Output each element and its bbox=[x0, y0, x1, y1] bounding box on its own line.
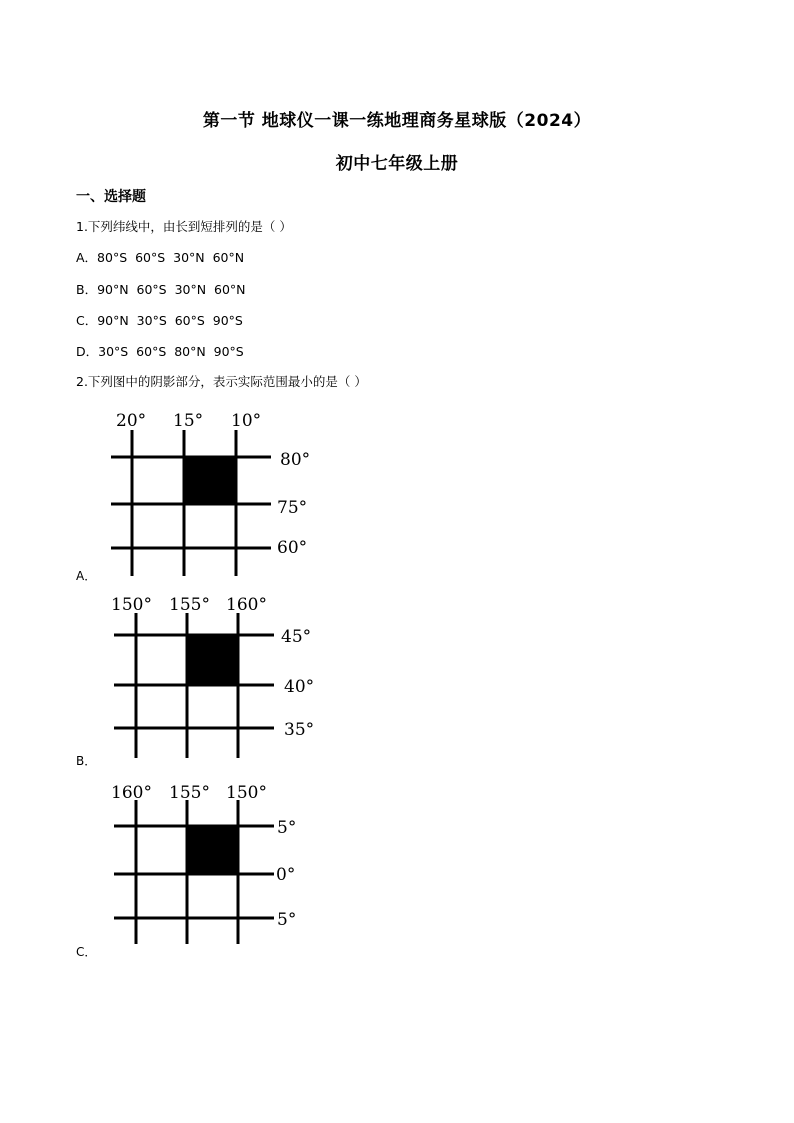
latitude-label: 5° bbox=[277, 910, 297, 930]
latitude-label: 35° bbox=[284, 720, 315, 740]
question-1-option-b: B．90°N 60°S 30°N 60°N bbox=[76, 282, 246, 297]
latitude-label: 40° bbox=[284, 677, 315, 697]
latitude-label: 0° bbox=[276, 865, 296, 885]
longitude-label: 15° bbox=[173, 411, 204, 431]
question-1-option-a: A．80°S 60°S 30°N 60°N bbox=[76, 250, 245, 265]
longitude-label: 155° bbox=[169, 783, 210, 803]
longitude-label: 150° bbox=[111, 595, 152, 615]
question-2-stem: 2.下列图中的阴影部分，表示实际范围最小的是（ ） bbox=[76, 374, 367, 389]
figure-b-label: B． bbox=[76, 754, 97, 768]
figure-c-label: C． bbox=[76, 945, 97, 959]
question-1-option-d: D．30°S 60°S 80°N 90°S bbox=[76, 344, 244, 359]
longitude-label: 20° bbox=[116, 411, 147, 431]
longitude-label: 160° bbox=[226, 595, 267, 615]
longitude-label: 160° bbox=[111, 783, 152, 803]
latitude-label: 75° bbox=[277, 498, 308, 518]
section-heading: 一、选择题 bbox=[76, 189, 146, 205]
shaded-area bbox=[187, 826, 238, 874]
longitude-label: 10° bbox=[231, 411, 262, 431]
longitude-label: 150° bbox=[226, 783, 267, 803]
figure-a-label: A． bbox=[76, 569, 97, 583]
latitude-label: 45° bbox=[281, 627, 312, 647]
longitude-label: 155° bbox=[169, 595, 210, 615]
latitude-label: 80° bbox=[280, 450, 311, 470]
latitude-label: 5° bbox=[277, 818, 297, 838]
document-subtitle: 初中七年级上册 bbox=[335, 154, 459, 174]
document-title: 第一节 地球仪一课一练地理商务星球版（2024） bbox=[202, 111, 592, 131]
question-1-option-c: C．90°N 30°S 60°S 90°S bbox=[76, 313, 243, 328]
question-1-stem: 1.下列纬线中，由长到短排列的是（ ） bbox=[76, 219, 292, 234]
latitude-label: 60° bbox=[277, 538, 308, 558]
